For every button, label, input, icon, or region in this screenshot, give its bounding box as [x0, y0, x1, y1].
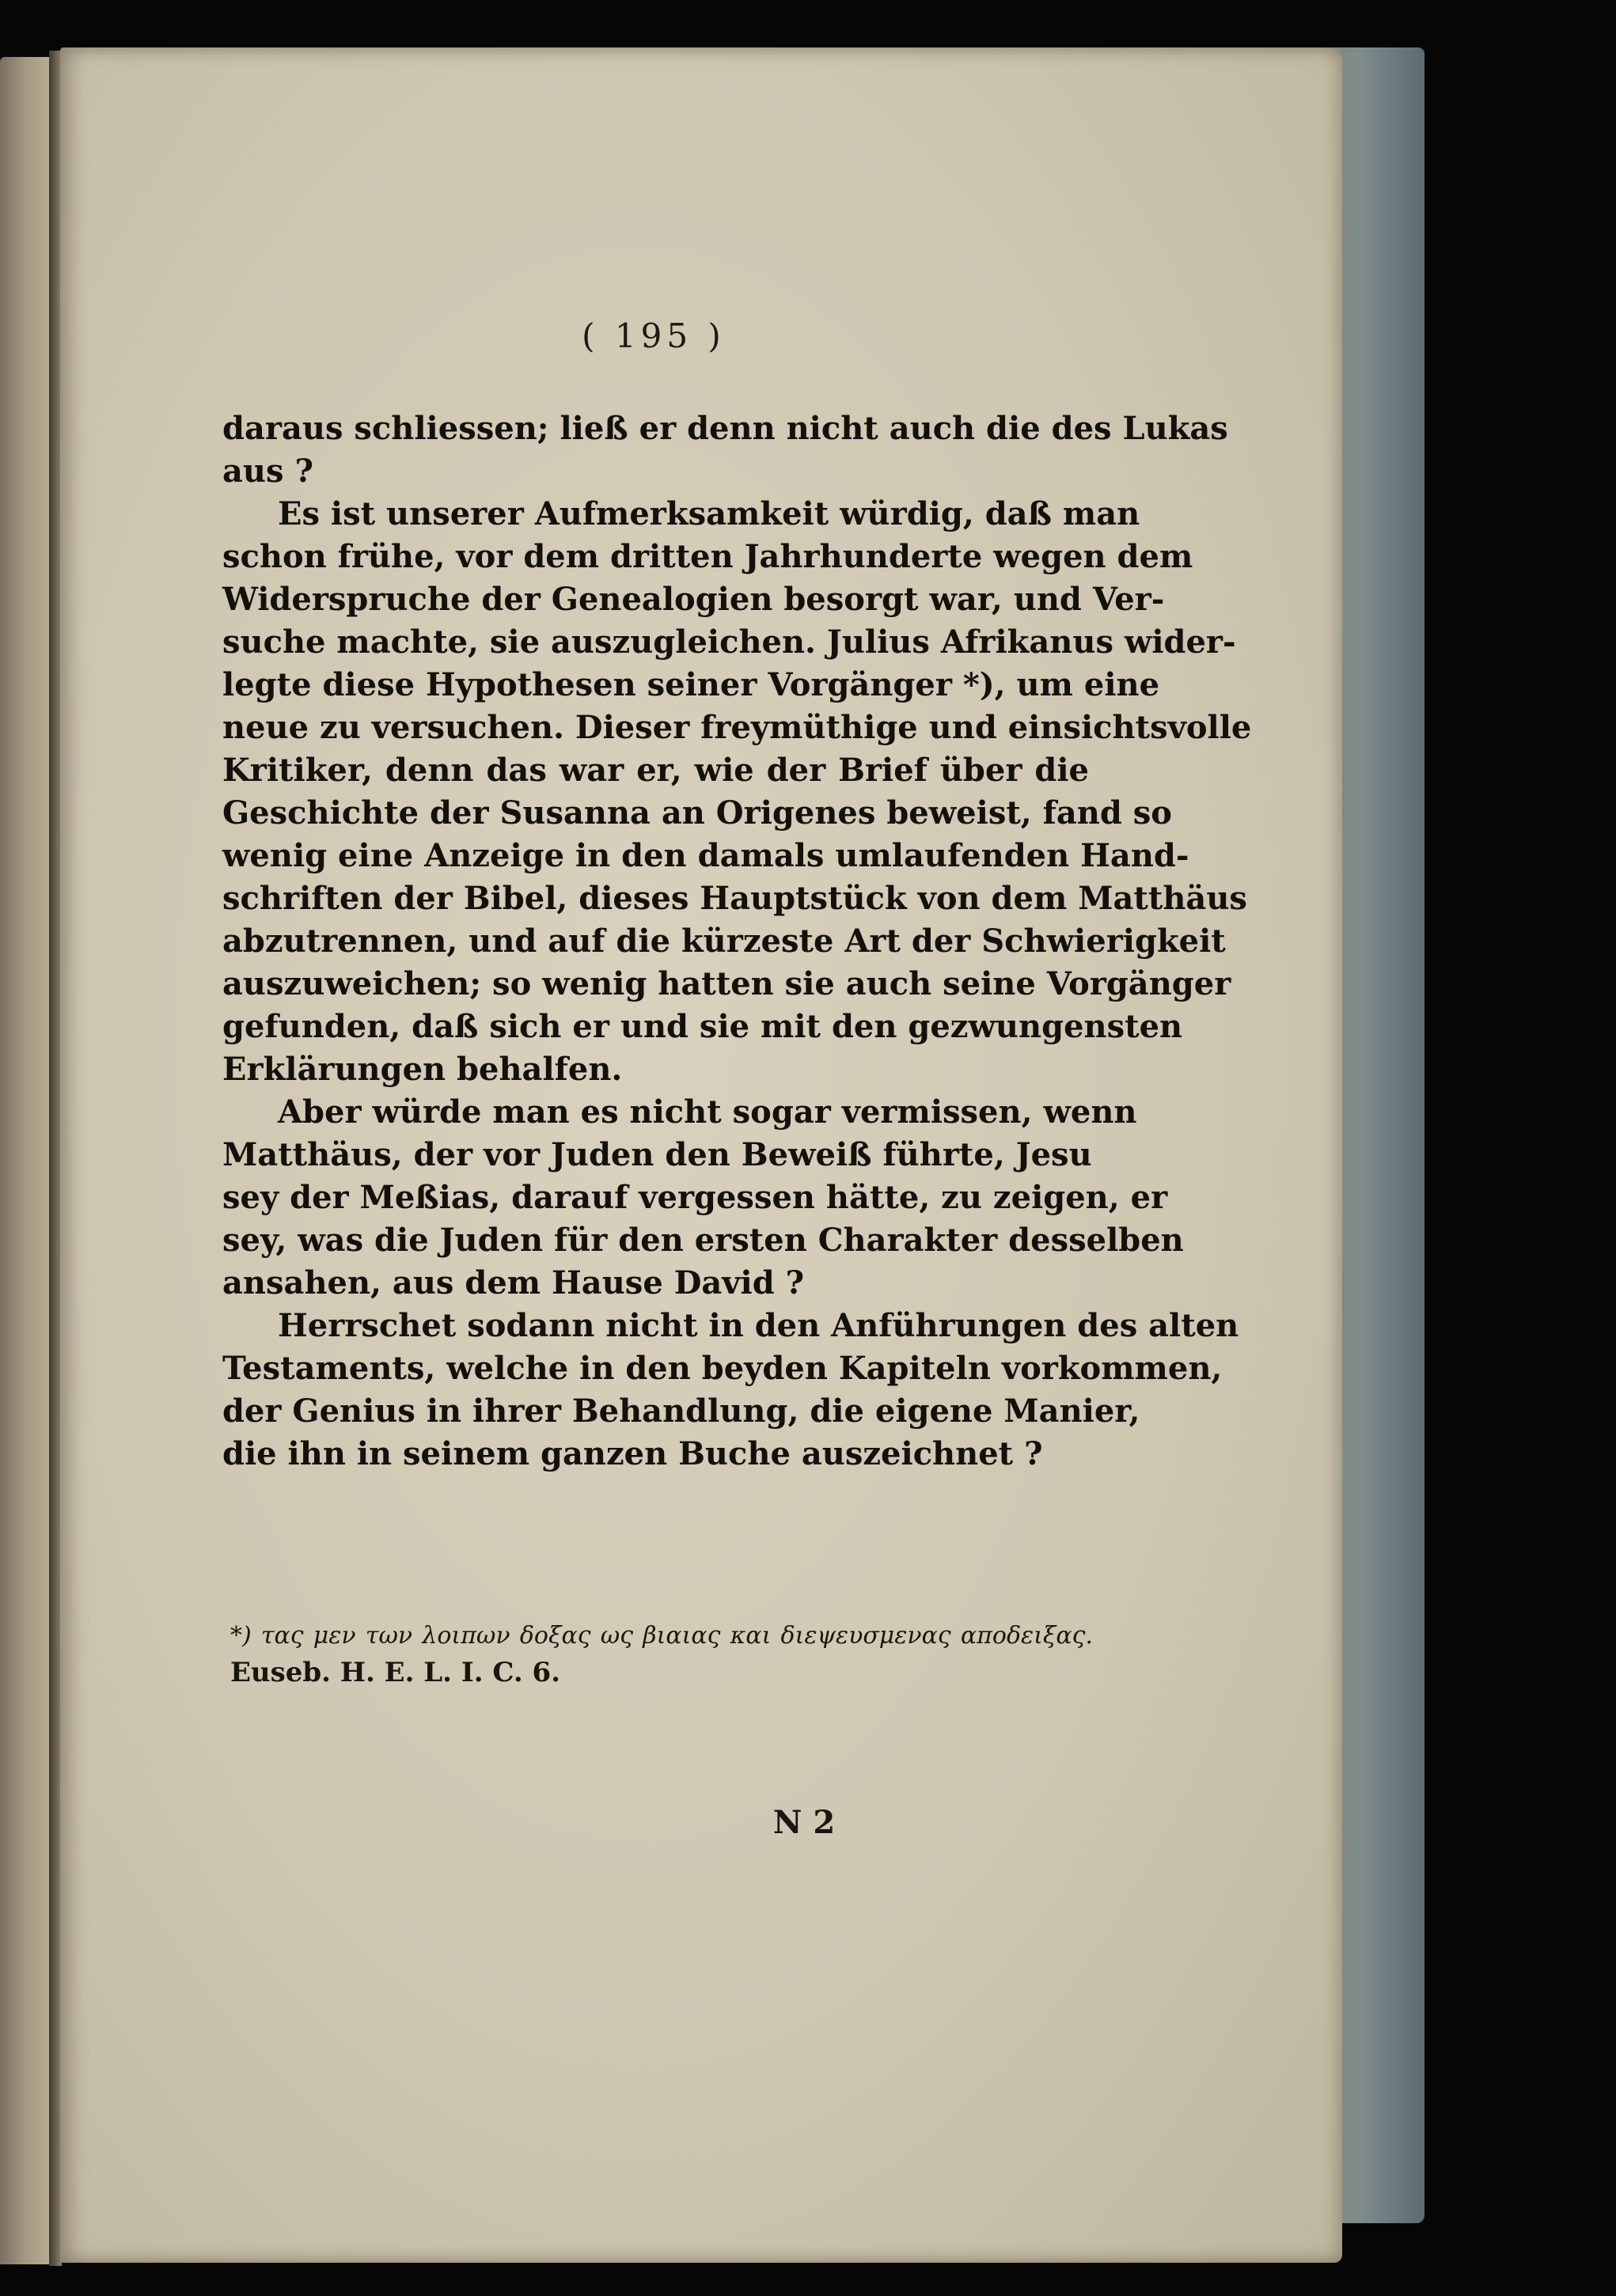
text-line: ansahen, aus dem Hause David ?	[222, 1264, 805, 1301]
text-line: Testaments, welche in den beyden Kapiteln vorkommen,	[222, 1350, 1223, 1387]
text-line: die ihn in seinem ganzen Buche auszeichnet ?	[222, 1435, 1043, 1472]
text-line: sey, was die Juden für den ersten Charakter desselben	[222, 1222, 1184, 1259]
text-line: sey der Meßias, darauf vergessen hätte, zu zeigen, er	[222, 1179, 1168, 1216]
text-line: daraus schliessen; ließ er denn nicht auch die des Lukas	[222, 410, 1228, 447]
text-line: Kritiker, denn das war er, wie der Brief über die	[222, 752, 1089, 789]
page-number: ( 195 )	[582, 316, 726, 355]
text-line: Matthäus, der vor Juden den Beweiß führte, Jesu	[222, 1136, 1092, 1173]
footnote-greek: *) τας μεν των λοιπων δοξας ως βιαιας και διεψευσμενας αποδειξας.	[230, 1622, 1093, 1650]
text-line: Es ist unserer Aufmerksamkeit würdig, daß man	[278, 495, 1140, 532]
text-line: Widerspruche der Genealogien besorgt war, und Ver-	[222, 581, 1165, 618]
text-line: Herrschet sodann nicht in den Anführungen des alten	[278, 1307, 1239, 1344]
text-line: suche machte, sie auszugleichen. Julius Afrikanus wider-	[222, 623, 1236, 661]
text-line: aus ?	[222, 453, 313, 490]
text-line: auszuweichen; so wenig hatten sie auch seine Vorgänger	[222, 965, 1231, 1002]
text-line: der Genius in ihrer Behandlung, die eigene Manier,	[222, 1392, 1140, 1430]
book-page	[60, 47, 1342, 2263]
text-line: neue zu versuchen. Dieser freymüthige und einsichtsvolle	[222, 709, 1252, 746]
text-line: wenig eine Anzeige in den damals umlaufenden Hand-	[222, 837, 1189, 874]
footnote-reference: Euseb. H. E. L. I. C. 6.	[230, 1657, 561, 1688]
text-line: legte diese Hypothesen seiner Vorgänger *), um eine	[222, 666, 1160, 703]
printer-signature: N 2	[772, 1804, 836, 1841]
text-line: Erklärungen behalfen.	[222, 1051, 623, 1088]
footnote	[230, 1618, 1093, 1691]
text-line: schriften der Bibel, dieses Hauptstück von dem Matthäus	[222, 880, 1247, 917]
text-line: schon frühe, vor dem dritten Jahrhunderte wegen dem	[222, 538, 1193, 575]
text-line: Aber würde man es nicht sogar vermissen, wenn	[278, 1093, 1137, 1131]
text-line: Geschichte der Susanna an Origenes beweist, fand so	[222, 794, 1172, 832]
body-text	[222, 407, 1252, 1476]
text-line: abzutrennen, und auf die kürzeste Art der Schwierigkeit	[222, 923, 1226, 960]
text-line: gefunden, daß sich er und sie mit den gezwungensten	[222, 1008, 1183, 1045]
